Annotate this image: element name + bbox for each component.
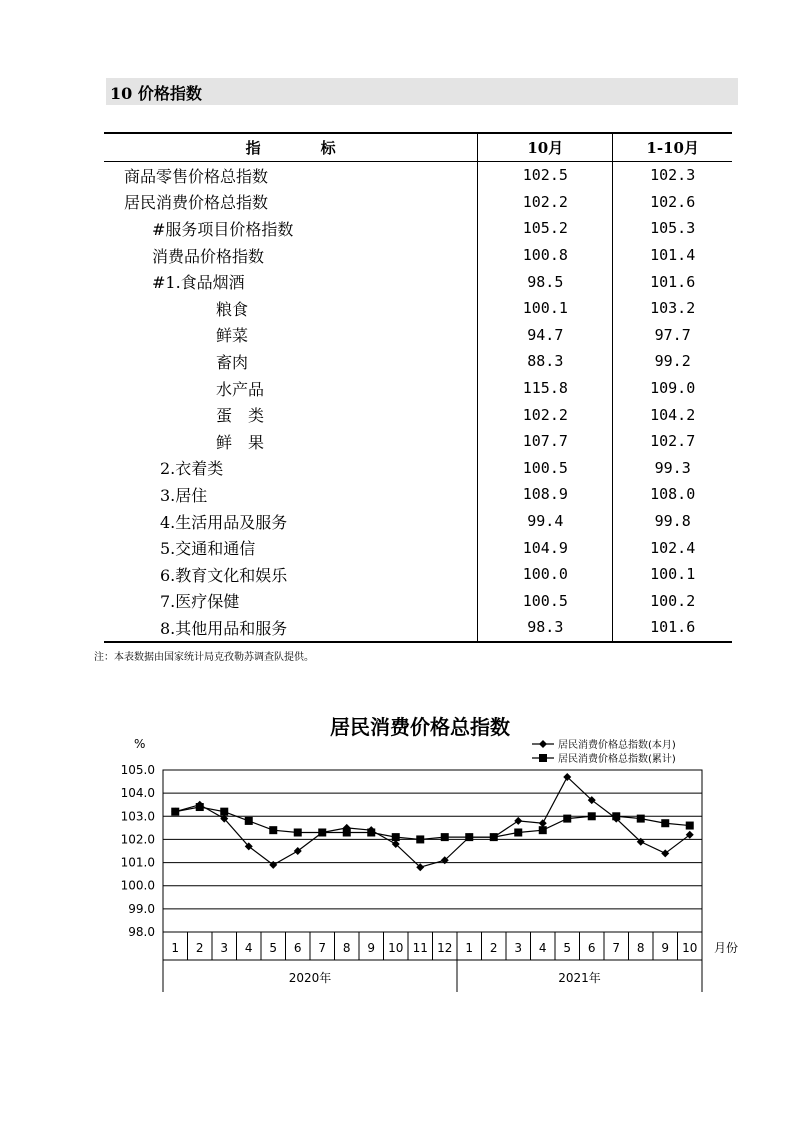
row-label: 6.教育文化和娱乐 xyxy=(104,561,478,588)
row-ytd-value: 100.2 xyxy=(650,591,696,610)
row-month-value: 98.3 xyxy=(478,614,613,642)
table-row xyxy=(104,348,732,375)
square-point xyxy=(343,828,351,836)
y-tick-label: 99.0 xyxy=(128,901,155,916)
row-ytd-value: 97.7 xyxy=(654,325,691,344)
table-row xyxy=(104,588,732,615)
legend-label: 居民消费价格总指数(本月) xyxy=(558,740,676,751)
row-month-value: 102.2 xyxy=(478,401,613,428)
row-month-value: 100.0 xyxy=(478,561,613,588)
x-tick-label: 8 xyxy=(636,941,645,955)
row-month-value: 115.8 xyxy=(478,375,613,402)
section-title: 10 价格指数 xyxy=(110,84,202,103)
square-point xyxy=(514,828,522,836)
table-row xyxy=(104,481,732,508)
x-tick-label: 10 xyxy=(682,941,698,955)
legend-diamond-icon xyxy=(539,740,547,748)
table-row xyxy=(104,428,732,455)
table-row xyxy=(104,534,732,561)
y-tick-label: 105.0 xyxy=(120,763,155,777)
plot-area xyxy=(163,770,702,932)
row-ytd-value: 101.4 xyxy=(650,246,696,265)
table-row xyxy=(104,295,732,322)
x-tick-label: 5 xyxy=(269,941,278,955)
row-ytd-value: 105.3 xyxy=(650,219,696,238)
x-tick-label: 1 xyxy=(171,941,180,955)
row-month-value: 100.5 xyxy=(478,588,613,615)
year-label: 2020年 xyxy=(288,971,332,985)
row-month-value: 107.7 xyxy=(478,428,613,455)
row-label: #1.食品烟酒 xyxy=(104,268,478,295)
table-row xyxy=(104,268,732,295)
x-axis-label: 月份 xyxy=(714,941,739,955)
x-tick-label: 2 xyxy=(195,941,204,955)
row-label: 畜肉 xyxy=(104,348,478,375)
header-indicator: 指 标 xyxy=(104,133,478,162)
square-point xyxy=(563,815,571,823)
x-tick-label: 3 xyxy=(514,941,523,955)
row-ytd-value: 99.2 xyxy=(654,352,691,371)
table-row xyxy=(104,189,732,216)
square-point xyxy=(294,828,302,836)
row-label: 5.交通和通信 xyxy=(104,534,478,561)
row-label: 8.其他用品和服务 xyxy=(104,614,478,642)
x-tick-label: 1 xyxy=(465,941,474,955)
table-header-row xyxy=(104,133,732,162)
square-point xyxy=(245,817,253,825)
square-point xyxy=(318,828,326,836)
x-tick-label: 7 xyxy=(612,941,621,955)
row-label: 粮食 xyxy=(104,295,478,322)
square-point xyxy=(465,833,473,841)
y-tick-label: 103.0 xyxy=(120,809,155,824)
x-tick-label: 6 xyxy=(293,941,302,955)
row-ytd-value: 101.6 xyxy=(613,614,732,642)
y-tick-label: 100.0 xyxy=(120,878,155,893)
y-axis-unit: % xyxy=(134,737,146,751)
row-month-value: 98.5 xyxy=(478,268,613,295)
row-month-value: 100.8 xyxy=(478,242,613,269)
square-point xyxy=(490,833,498,841)
square-point xyxy=(367,828,375,836)
row-month-value: 108.9 xyxy=(478,481,613,508)
x-tick-label: 8 xyxy=(342,941,351,955)
x-tick-label: 2 xyxy=(489,941,498,955)
year-label: 2021年 xyxy=(558,971,601,985)
square-point xyxy=(637,815,645,823)
square-point xyxy=(661,819,669,827)
row-label: #服务项目价格指数 xyxy=(104,215,478,242)
table-row xyxy=(104,614,732,642)
table-row xyxy=(104,242,732,269)
row-month-value: 100.1 xyxy=(478,295,613,322)
legend-label: 居民消费价格总指数(累计) xyxy=(558,754,676,765)
x-tick-label: 5 xyxy=(563,941,572,955)
row-month-value: 102.2 xyxy=(478,189,613,216)
row-label: 鲜菜 xyxy=(104,322,478,349)
legend-square-icon xyxy=(539,754,547,762)
row-ytd-value: 102.3 xyxy=(650,166,696,185)
x-tick-label: 4 xyxy=(538,941,547,955)
row-ytd-value: 102.6 xyxy=(650,192,696,211)
row-label: 居民消费价格总指数 xyxy=(104,189,478,216)
square-point xyxy=(612,812,620,820)
x-tick-label: 10 xyxy=(388,941,404,955)
x-tick-label: 11 xyxy=(412,941,428,955)
table-row xyxy=(104,508,732,535)
table-row xyxy=(104,215,732,242)
table-row xyxy=(104,322,732,349)
x-tick-label: 12 xyxy=(437,941,453,955)
row-ytd-value: 108.0 xyxy=(650,485,696,504)
table-row xyxy=(104,401,732,428)
row-label: 7.医疗保健 xyxy=(104,588,478,615)
row-ytd-value: 103.2 xyxy=(650,299,696,318)
row-label: 4.生活用品及服务 xyxy=(104,508,478,535)
x-tick-label: 9 xyxy=(661,941,670,955)
row-ytd-value: 104.2 xyxy=(650,405,696,424)
row-month-value: 104.9 xyxy=(478,534,613,561)
row-month-value: 102.5 xyxy=(478,162,613,189)
table-row xyxy=(104,455,732,482)
row-ytd-value: 101.6 xyxy=(650,272,696,291)
row-month-value: 100.5 xyxy=(478,455,613,482)
x-tick-label: 6 xyxy=(587,941,596,955)
header-ytd: 1-10月 xyxy=(613,133,732,162)
x-tick-label: 3 xyxy=(220,941,229,955)
row-month-value: 105.2 xyxy=(478,215,613,242)
row-ytd-value: 99.3 xyxy=(654,458,691,477)
square-point xyxy=(392,833,400,841)
cpi-line-chart xyxy=(0,700,793,1000)
square-point xyxy=(416,835,424,843)
diamond-point xyxy=(539,819,547,827)
table-row xyxy=(104,561,732,588)
row-month-value: 94.7 xyxy=(478,322,613,349)
square-point xyxy=(539,826,547,834)
square-point xyxy=(269,826,277,834)
square-point xyxy=(196,803,204,811)
row-ytd-value: 109.0 xyxy=(650,379,696,398)
row-label: 水产品 xyxy=(104,375,478,402)
table-note: 注：本表数据由国家统计局克孜勒苏调查队提供。 xyxy=(94,652,314,663)
row-ytd-value: 102.7 xyxy=(650,432,696,451)
row-label: 3.居住 xyxy=(104,481,478,508)
row-label: 蛋 类 xyxy=(104,401,478,428)
row-month-value: 88.3 xyxy=(478,348,613,375)
square-point xyxy=(441,833,449,841)
square-point xyxy=(220,808,228,816)
square-point xyxy=(686,822,694,830)
y-tick-label: 101.0 xyxy=(120,855,155,870)
y-tick-label: 98.0 xyxy=(128,925,155,939)
table-row xyxy=(104,162,732,189)
y-tick-label: 104.0 xyxy=(120,786,155,801)
row-ytd-value: 99.8 xyxy=(654,512,691,531)
table-row xyxy=(104,375,732,402)
x-tick-label: 4 xyxy=(244,941,253,955)
y-tick-label: 102.0 xyxy=(120,832,155,847)
x-tick-label: 7 xyxy=(318,941,327,955)
price-index-table xyxy=(104,132,732,643)
square-point xyxy=(171,808,179,816)
row-label: 鲜 果 xyxy=(104,428,478,455)
row-month-value: 99.4 xyxy=(478,508,613,535)
row-label: 商品零售价格总指数 xyxy=(104,162,478,189)
header-month: 10月 xyxy=(478,133,613,162)
row-ytd-value: 100.1 xyxy=(650,565,696,584)
section-title-bar xyxy=(106,78,738,105)
square-point xyxy=(588,812,596,820)
row-ytd-value: 102.4 xyxy=(650,538,696,557)
row-label: 2.衣着类 xyxy=(104,455,478,482)
row-label: 消费品价格指数 xyxy=(104,242,478,269)
chart-title: 居民消费价格总指数 xyxy=(330,715,510,739)
diamond-point xyxy=(514,817,522,825)
x-tick-label: 9 xyxy=(367,941,376,955)
